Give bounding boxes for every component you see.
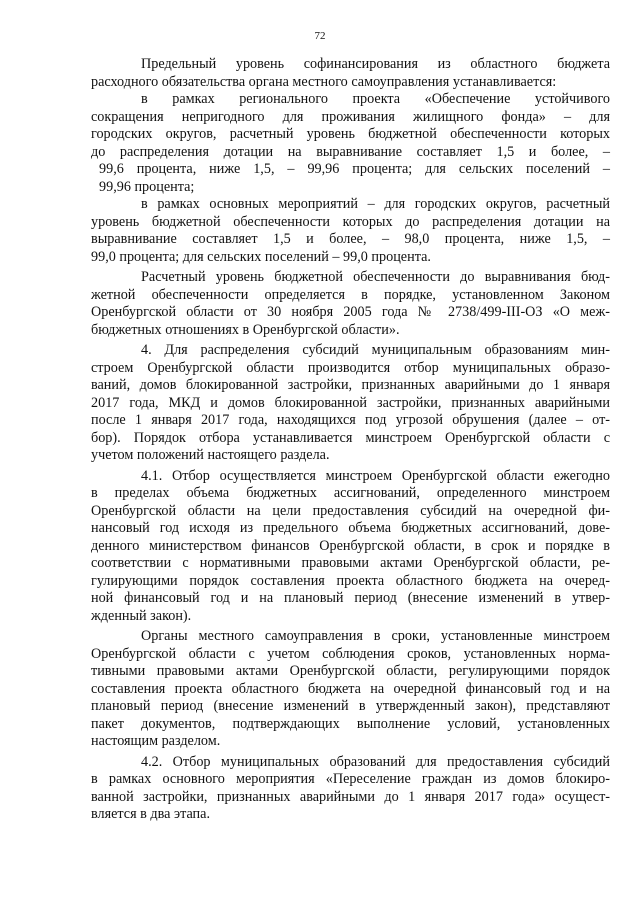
text-line: строем Оренбургской области производится отбор муниципальных образо- [91, 359, 610, 376]
text-line: ванной застройки, признанных аварийными до 1 января 2017 года» осущест- [91, 788, 610, 805]
text-line: денного министерством финансов Оренбургской области, в срок и порядке в [91, 537, 610, 554]
text-line: Органы местного самоуправления в сроки, установленные минстроем [141, 628, 610, 644]
text-line: 4.1. Отбор осуществляется минстроем Оренбургской области ежегодно [141, 467, 610, 484]
text-line: расходного обязательства органа местного самоуправления устанавливается: [91, 73, 557, 90]
text-line: вляется в два этапа. [91, 806, 210, 822]
paragraph-section-4 [91, 342, 610, 465]
text-line: до распределения дотации на выравнивание составляет 1,5 и более, – [91, 143, 610, 160]
text-line: жетной обеспеченности определяется в порядке, установленном Законом [91, 286, 610, 303]
text-line: 99,96 процента; [99, 178, 195, 195]
text-line: бюджетных отношениях в Оренбургской области». [91, 321, 400, 338]
paragraph-budget-provision [91, 269, 610, 339]
paragraph-regional-project [91, 91, 610, 196]
text-line: нансовый год исходя из предельного объема бюджетных ассигнований, дове- [91, 520, 610, 536]
text-line: в рамках основных мероприятий – для городских округов, расчетный [141, 196, 610, 212]
text-line: 99,0 процента; для сельских поселений – 99,0 процента. [91, 248, 431, 265]
text-line: выравнивание составляет 1,5 и более, – 98,0 процента, ниже 1,5, – [91, 231, 610, 247]
text-line: после 1 января 2017 года, находящихся под угрозой обрушения (далее – от- [91, 412, 610, 428]
text-line: уровень бюджетной обеспеченности которых до распределения дотации на [91, 213, 610, 230]
page-number: 72 [314, 30, 326, 42]
text-line: Оренбургской области на цели предоставления субсидий на очередной фи- [91, 502, 610, 519]
paragraph-section-4-1 [91, 468, 610, 626]
text-line: 2017 года, МКД и домов блокированной застройки, признанных аварийными [91, 394, 610, 411]
text-line: в пределах объема бюджетных ассигнований, определенного минстроем [91, 485, 610, 501]
text-line: пакет документов, подтверждающих выполнение условий, установленных [91, 715, 610, 732]
text-line: Расчетный уровень бюджетной обеспеченности до выравнивания бюд- [141, 269, 610, 285]
text-line: гулирующими порядок составления проекта областного бюджета на очеред- [91, 572, 610, 589]
text-line: соответствии с нормативными правовыми актами Оренбургской области, ре- [91, 555, 610, 571]
text-line: 99,6 процента, ниже 1,5, – 99,96 процента; для сельских поселений – [99, 161, 610, 177]
text-line: бор). Порядок отбора устанавливается минстроем Оренбургской области с [91, 429, 610, 446]
text-line: ваний, домов блокированной застройки, признанных аварийными до 1 января [91, 377, 610, 393]
text-line: составления проекта областного бюджета на очередной финансовый год и на [91, 680, 610, 697]
document-body [91, 56, 610, 824]
paragraph-main-activities [91, 196, 610, 266]
text-line: в рамках регионального проекта «Обеспечение устойчивого [141, 91, 610, 107]
paragraph-local-authorities [91, 628, 610, 751]
text-line: жденный закон). [91, 607, 192, 624]
text-line: ной финансовый год и на плановый период (внесение изменений в утвер- [91, 590, 610, 606]
paragraph-cofinancing-level [91, 56, 610, 91]
text-line: сокращения непригодного для проживания жилищного фонда» – для [91, 108, 610, 125]
text-line: 4. Для распределения субсидий муниципальным образованиям мин- [141, 342, 610, 358]
text-line: Предельный уровень софинансирования из областного бюджета [141, 56, 610, 72]
text-line: плановый период (внесение изменений в утвержденный закон), представляют [91, 698, 610, 714]
text-line: Оренбургской области от 30 ноября 2005 года № 2738/499-III-ОЗ «О меж- [91, 304, 610, 320]
paragraph-section-4-2 [91, 754, 610, 824]
text-line: 4.2. Отбор муниципальных образований для предоставления субсидий [141, 753, 610, 770]
text-line: городских округов, расчетный уровень бюджетной обеспеченности которых [91, 126, 610, 142]
text-line: настоящим разделом. [91, 733, 221, 749]
text-line: в рамках основного мероприятия «Переселение граждан из домов блокиро- [91, 771, 610, 787]
text-line: тивными правовыми актами Оренбургской области, регулирующими порядок [91, 663, 610, 679]
text-line: Оренбургской области с учетом соблюдения сроков, установленных норма- [91, 645, 610, 662]
text-line: учетом положений настоящего раздела. [91, 447, 330, 463]
